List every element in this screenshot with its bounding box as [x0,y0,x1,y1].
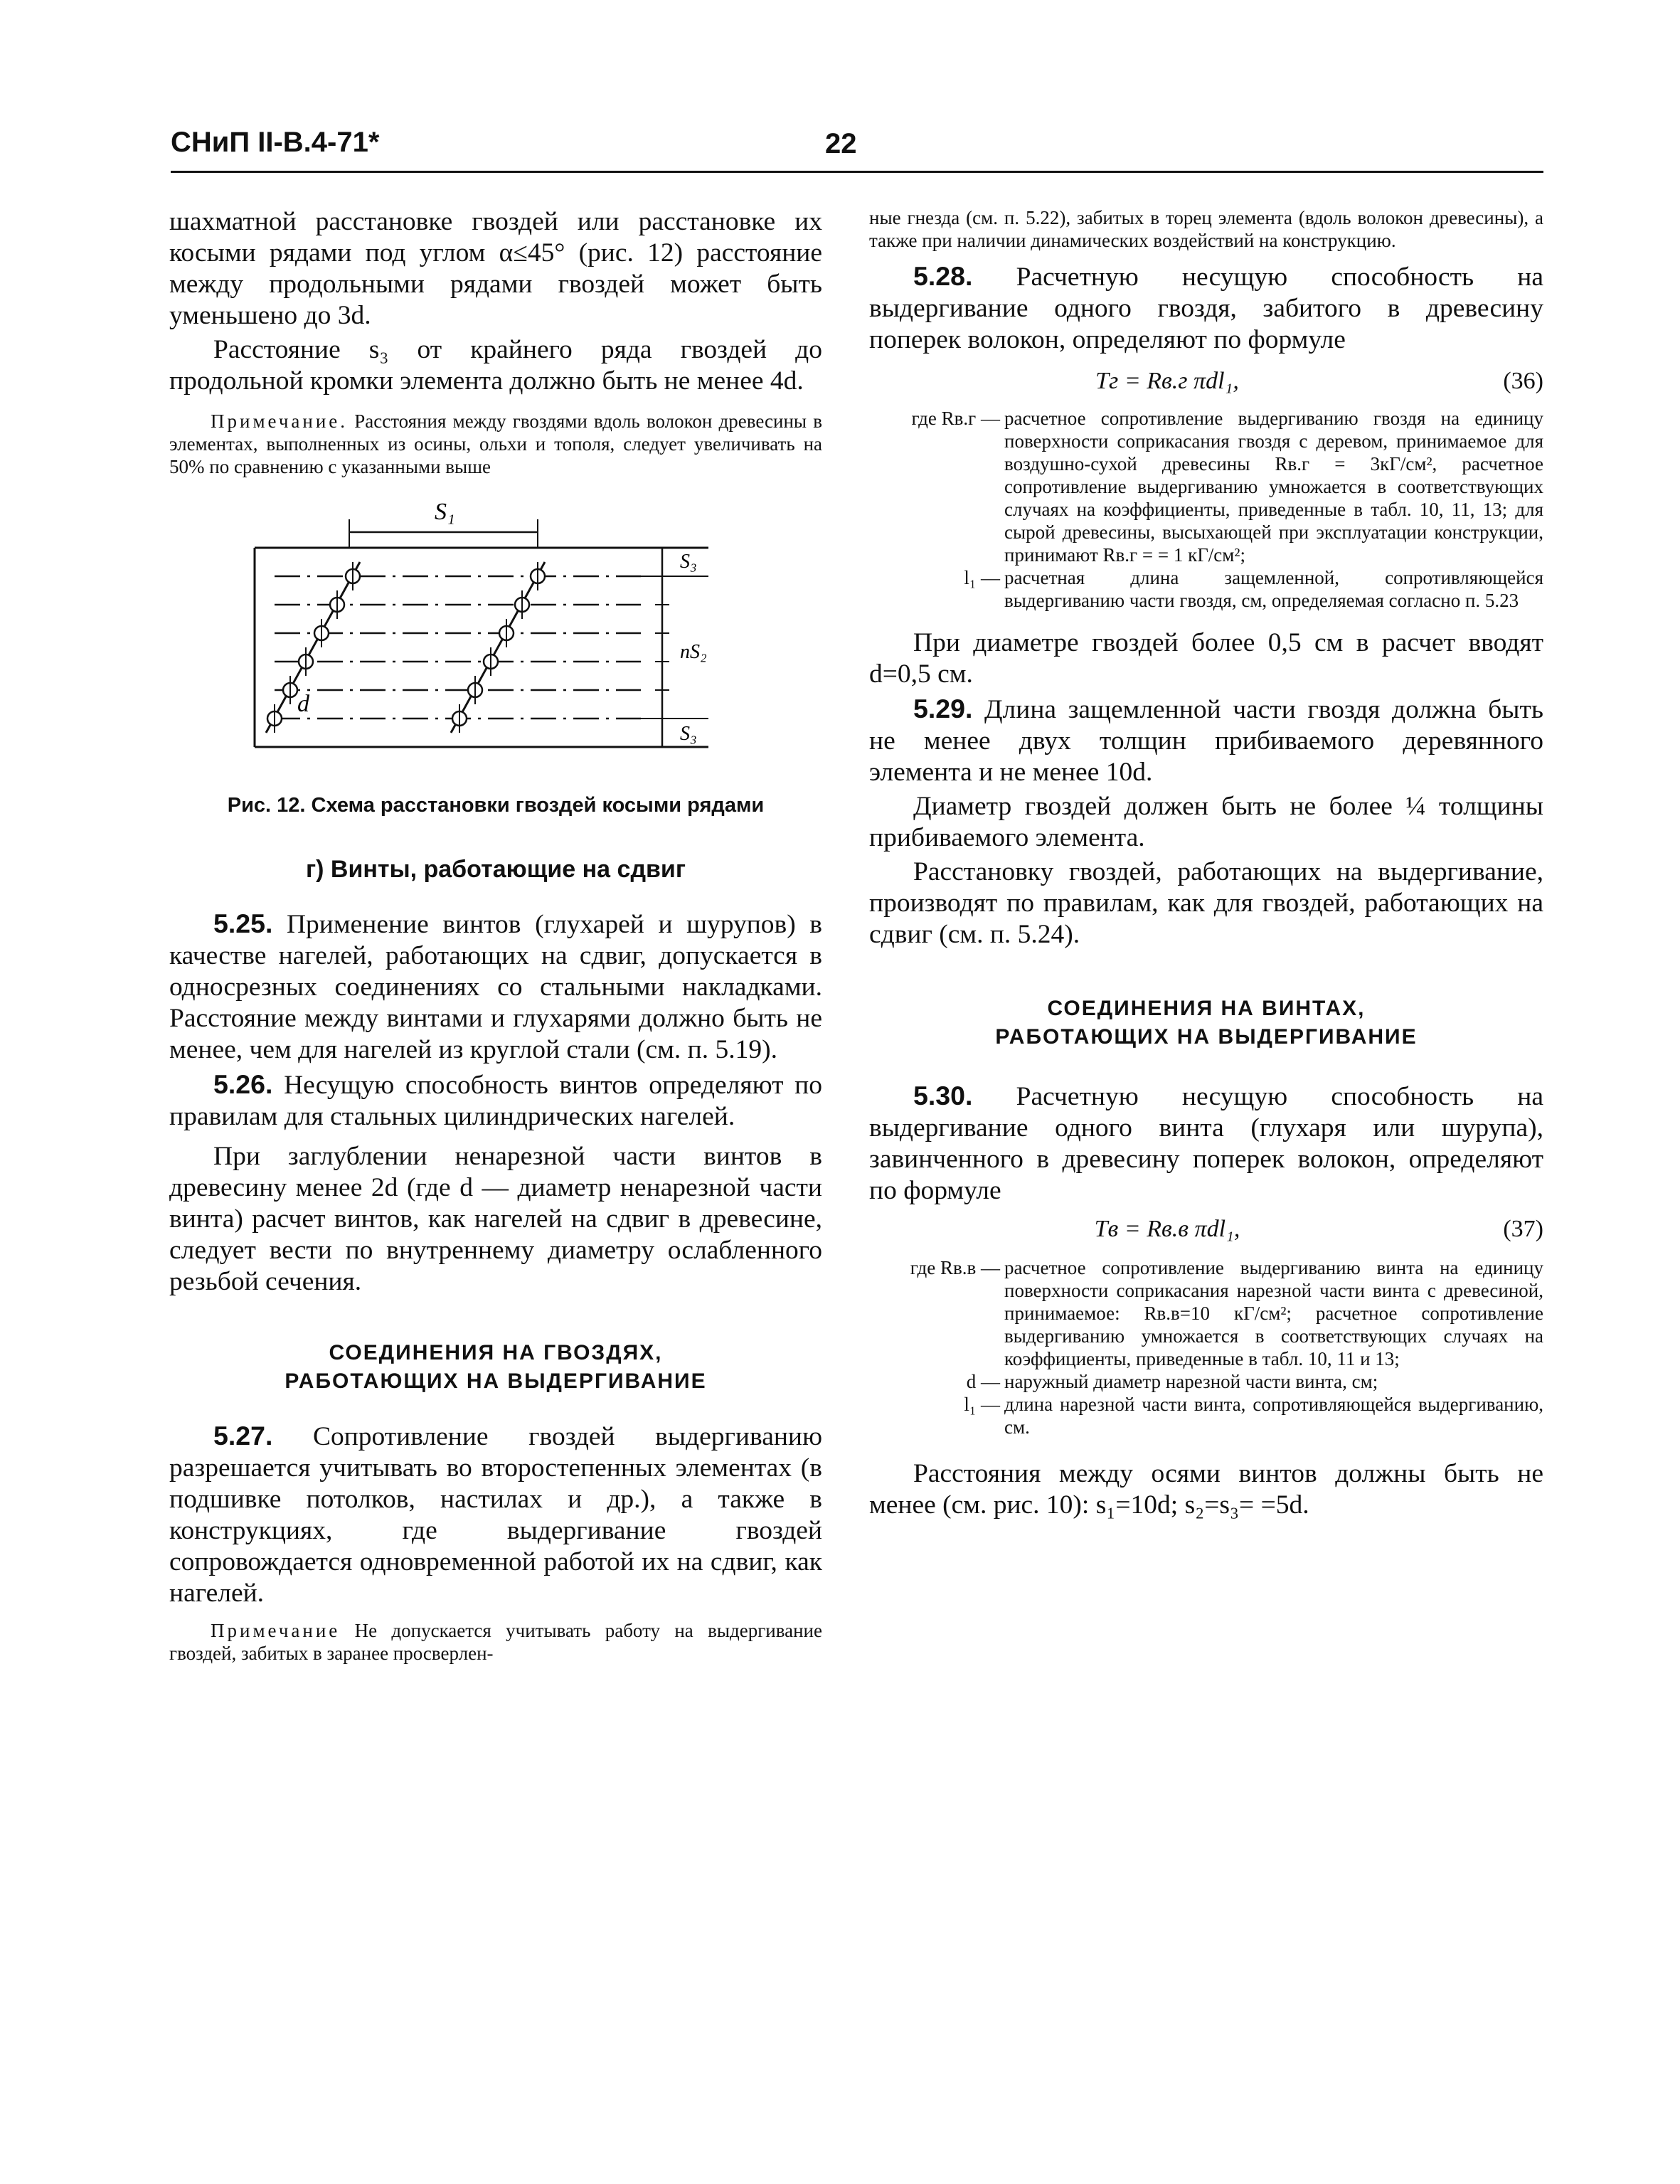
legend-definition: расчетное сопротивление выдергиванию винта на единицу поверхности соприкасания нарезной части винта с древесиной, принимаемое: Rв.в=10 кГ/см²; расчетное сопротивление выдергиванию умножается в соответствующих случаях на коэффициенты, приведенные в табл. 10, 11 и 13; [1004,1257,1543,1369]
legend-symbol: l₁ — [964,567,1000,588]
clause-text: Расчетную несущую способность на выдергивание одного винта (глухаря или шурупа), завинченного в древесину поперек волокон, определяют по формуле [869,1082,1543,1205]
paragraph: Расстояния между осями винтов должны быть не менее (см. рис. 10): s₁=10d; s₂=s₃= =5d. [869,1459,1543,1520]
clause-number: 5.28. [913,261,973,291]
paragraph: Диаметр гвоздей должен быть не более ¼ толщины прибиваемого элемента. [869,792,1543,852]
right-column [869,206,1543,1521]
paragraph: При заглублении ненарезной части винтов в древесину менее 2d (где d — диаметр ненарезной части винта) расчет винтов, как нагелей на сдвиг в древесине, следует вести по внутреннему диаметру ослабленного резьбой сечения. [169,1142,822,1296]
clause-text: Расчетную несущую способность на выдергивание одного гвоздя, забитого в древесину поперек волокон, определяют по формуле [869,263,1543,354]
header-rule [171,171,1543,173]
paragraph [869,693,1543,788]
paragraph [169,908,822,1066]
section-heading-line: СОЕДИНЕНИЯ НА ГВОЗДЯХ, [329,1341,663,1364]
paragraph [869,260,1543,356]
clause-text: Сопротивление гвоздей выдергиванию разрешается учитывать во второстепенных элементах (в подшивке потолков, настилах и др.), а также в конструкциях, где выдергивание гвоздей сопровождается одновременной работой их на сдвиг, как нагелей. [169,1422,822,1608]
legend-symbol: где Rв.в — [910,1257,1000,1278]
paragraph: шахматной расстановке гвоздей или расстановке их косыми рядами под углом α≤45° (рис. 12) расстояние между продольными рядами гвоздей может быть уменьшено до 3d. [169,207,822,330]
figure-caption: Рис. 12. Схема расстановки гвоздей косыми рядами [227,794,765,817]
legend-definition: наружный диаметр нарезной части винта, см; [1004,1371,1378,1392]
legend-symbol: где Rв.г — [911,408,1000,429]
clause-text: Применение винтов (глухарей и шурупов) в качестве нагелей, работающих на сдвиг, допускается в односрезных соединениях со стальными накладками. Расстояние между винтами и глухарями должно быть не менее, чем для нагелей из круглой стали (см. п. 5.19). [169,910,822,1064]
formula-legend [869,407,1543,612]
section-heading-block [869,995,1543,1051]
paragraph [169,1069,822,1133]
section-heading-block [169,1339,822,1396]
page-number: 22 [825,128,857,159]
clause-number: 5.25. [213,908,273,938]
label-s3-bottom: S₃ [680,723,697,745]
formula-body: Tв = Rв.в πdl₁, [1094,1216,1240,1242]
nail-rows [275,576,641,719]
paragraph [869,1080,1543,1207]
section-heading-line: РАБОТАЮЩИХ НА ВЫДЕРГИВАНИЕ [995,1025,1418,1049]
formula-body: Tг = Rв.г πdl₁, [1095,368,1239,394]
formula-number: (37) [1503,1216,1543,1242]
legend-symbol: l₁ — [964,1394,1000,1415]
document-code: СНиП II-В.4-71* [171,127,380,158]
paragraph: При диаметре гвоздей более 0,5 см в расчет вводят d=0,5 см. [869,628,1543,689]
note-continuation: ные гнезда (см. п. 5.22), забитых в торец элемента (вдоль волокон древесины), а также при наличии динамических воздействий на конструкцию. [869,207,1543,251]
section-heading-line: СОЕДИНЕНИЯ НА ВИНТАХ, [1047,997,1366,1020]
figure-12 [253,498,822,761]
left-column [169,206,822,1665]
legend-definition: расчетное сопротивление выдергиванию гвоздя на единицу поверхности соприкасания гвоздя с деревом, принимаемое для воздушно-сухой древесины Rв.г = 3кГ/см², расчетное сопротивление выдергиванию умножается в соответствующих случаях на коэффициенты, приведенные в табл. 10, 11, 13; для сырой древесины, высыхающей при эксплуатации конструкции, принимают Rв.г = = 1 кГ/см²; [1004,408,1543,566]
clause-number: 5.27. [213,1421,273,1451]
note-text: Расстояния между гвоздями вдоль волокон древесины в элементах, выполненных из осины, ольхи и тополя, следует увеличивать на 50% по сравнению с указанными выше [169,410,822,477]
paragraph [169,1420,822,1609]
section-heading: г) Винты, работающие на сдвиг [306,856,686,883]
note-label: Примечание [211,1620,341,1641]
legend-definition: длина нарезной части винта, сопротивляющейся выдергиванию, см. [1004,1394,1543,1438]
formula-37 [869,1214,1543,1245]
note-label: Примечание. [211,410,349,432]
label-ns2: nS₂ [680,641,707,663]
note [169,410,822,478]
note-text: Не допускается учитывать работу на выдергивание гвоздей, забитых в заранее просверлен- [169,1620,822,1664]
paragraph: Расстановку гвоздей, работающих на выдергивание, производят по правилам, как для гвоздей, работающих на сдвиг (см. п. 5.24). [869,857,1543,949]
clause-text: Длина защемленной части гвоздя должна быть не менее двух толщин прибиваемого деревянного элемента и не менее 10d. [869,695,1543,787]
nail-layout-diagram [253,498,744,761]
legend-definition: расчетная длина защемленной, сопротивляющейся выдергиванию части гвоздя, см, определяемая согласно п. 5.23 [1004,567,1543,611]
formula-36 [869,366,1543,397]
note [169,1619,822,1665]
formula-legend [869,1256,1543,1438]
clause-text: Несущую способность винтов определяют по правилам для стальных цилиндрических нагелей. [169,1071,822,1131]
label-s1: S₁ [435,499,455,525]
paragraph: Расстояние s₃ от крайнего ряда гвоздей до продольной кромки элемента должно быть не менее 4d. [169,335,822,396]
formula-number: (36) [1503,368,1543,394]
legend-symbol: d — [966,1371,1000,1392]
clause-number: 5.30. [913,1081,973,1110]
label-s3-top: S₃ [680,551,697,573]
section-heading-line: РАБОТАЮЩИХ НА ВЫДЕРГИВАНИЕ [285,1369,707,1393]
label-d: d [297,691,309,717]
clause-number: 5.26. [213,1069,273,1099]
clause-number: 5.29. [913,694,973,723]
